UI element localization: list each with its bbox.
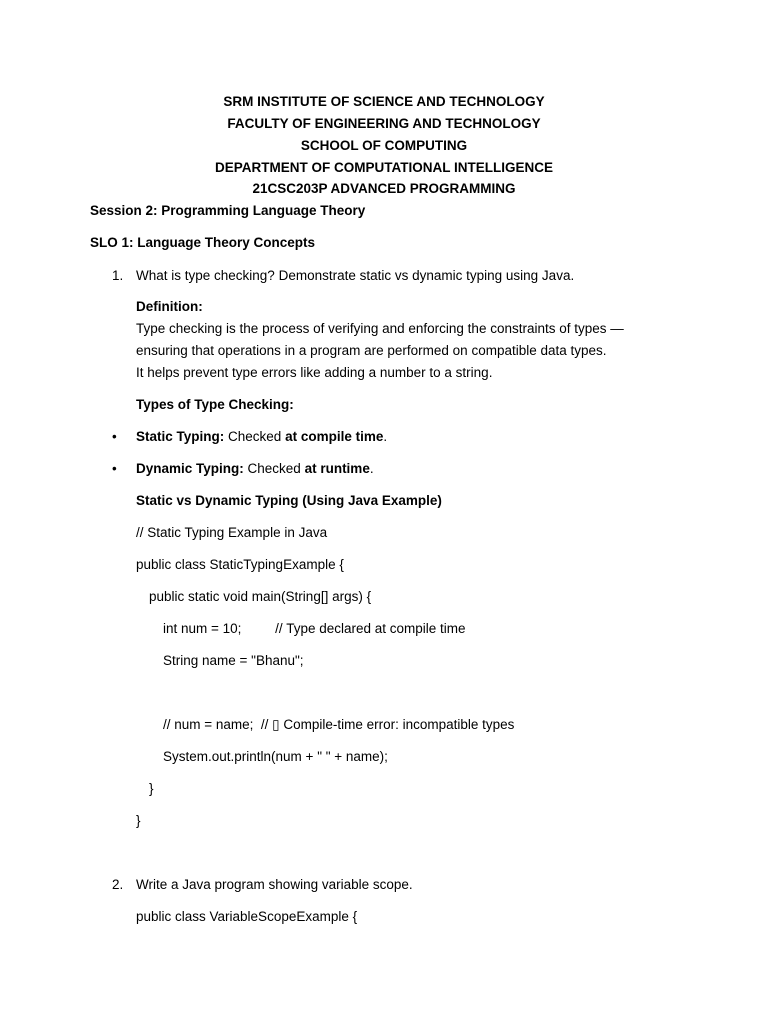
bullet-dynamic: [112, 460, 117, 478]
q1-number: 1.: [112, 268, 124, 283]
code-line: public static void main(String[] args) {: [149, 589, 372, 604]
bullet-static-emph: at compile time: [285, 429, 384, 444]
institution-title: SRM INSTITUTE OF SCIENCE AND TECHNOLOGY: [223, 94, 545, 109]
bullet-static-body: Checked: [224, 429, 286, 444]
department-title: DEPARTMENT OF COMPUTATIONAL INTELLIGENCE: [215, 160, 553, 175]
q2-question: Write a Java program showing variable scope.: [136, 877, 413, 892]
definition-line-3: It helps prevent type errors like adding a number to a string.: [136, 365, 493, 380]
bullet-dynamic-label: Dynamic Typing:: [136, 461, 244, 476]
q2-number: 2.: [112, 877, 124, 892]
school-title: SCHOOL OF COMPUTING: [300, 138, 468, 153]
code-line: public class VariableScopeExample {: [136, 909, 358, 924]
session-heading: Session 2: Programming Language Theory: [90, 203, 366, 218]
bullet-dynamic-text: [136, 460, 374, 478]
code-line: public class StaticTypingExample {: [136, 557, 344, 572]
bullet-dynamic-end: .: [369, 461, 374, 476]
code-line: System.out.println(num + " " + name);: [163, 749, 388, 764]
definition-heading: Definition:: [136, 299, 203, 314]
bullet-dynamic-emph: at runtime: [304, 461, 370, 476]
code-line: String name = "Bhanu";: [163, 653, 304, 668]
bullet-static-text: [136, 428, 387, 446]
code-line: }: [136, 813, 141, 828]
bullet-static-end: .: [383, 429, 388, 444]
code-line: // num = name; // ▯ Compile-time error: incompatible types: [163, 717, 515, 732]
bullet-dot: •: [112, 461, 117, 476]
faculty-title: FACULTY OF ENGINEERING AND TECHNOLOGY: [227, 116, 541, 131]
bullet-static-label: Static Typing:: [136, 429, 225, 444]
slo-heading: SLO 1: Language Theory Concepts: [90, 235, 316, 250]
bullet-dynamic-body: Checked: [243, 461, 305, 476]
definition-line-2: ensuring that operations in a program are performed on compatible data types.: [136, 343, 607, 358]
code-line: // Static Typing Example in Java: [136, 525, 328, 540]
code-line: int num = 10; // Type declared at compile time: [163, 621, 466, 636]
types-heading: Types of Type Checking:: [136, 397, 294, 412]
bullet-dot: •: [112, 429, 117, 444]
bullet-static: [112, 428, 117, 446]
q1-question: What is type checking? Demonstrate static vs dynamic typing using Java.: [136, 268, 575, 283]
course-title: 21CSC203P ADVANCED PROGRAMMING: [252, 181, 516, 196]
comparison-heading: Static vs Dynamic Typing (Using Java Example): [136, 493, 442, 508]
code-line: }: [149, 781, 154, 796]
definition-line-1: Type checking is the process of verifying and enforcing the constraints of types —: [136, 321, 624, 336]
